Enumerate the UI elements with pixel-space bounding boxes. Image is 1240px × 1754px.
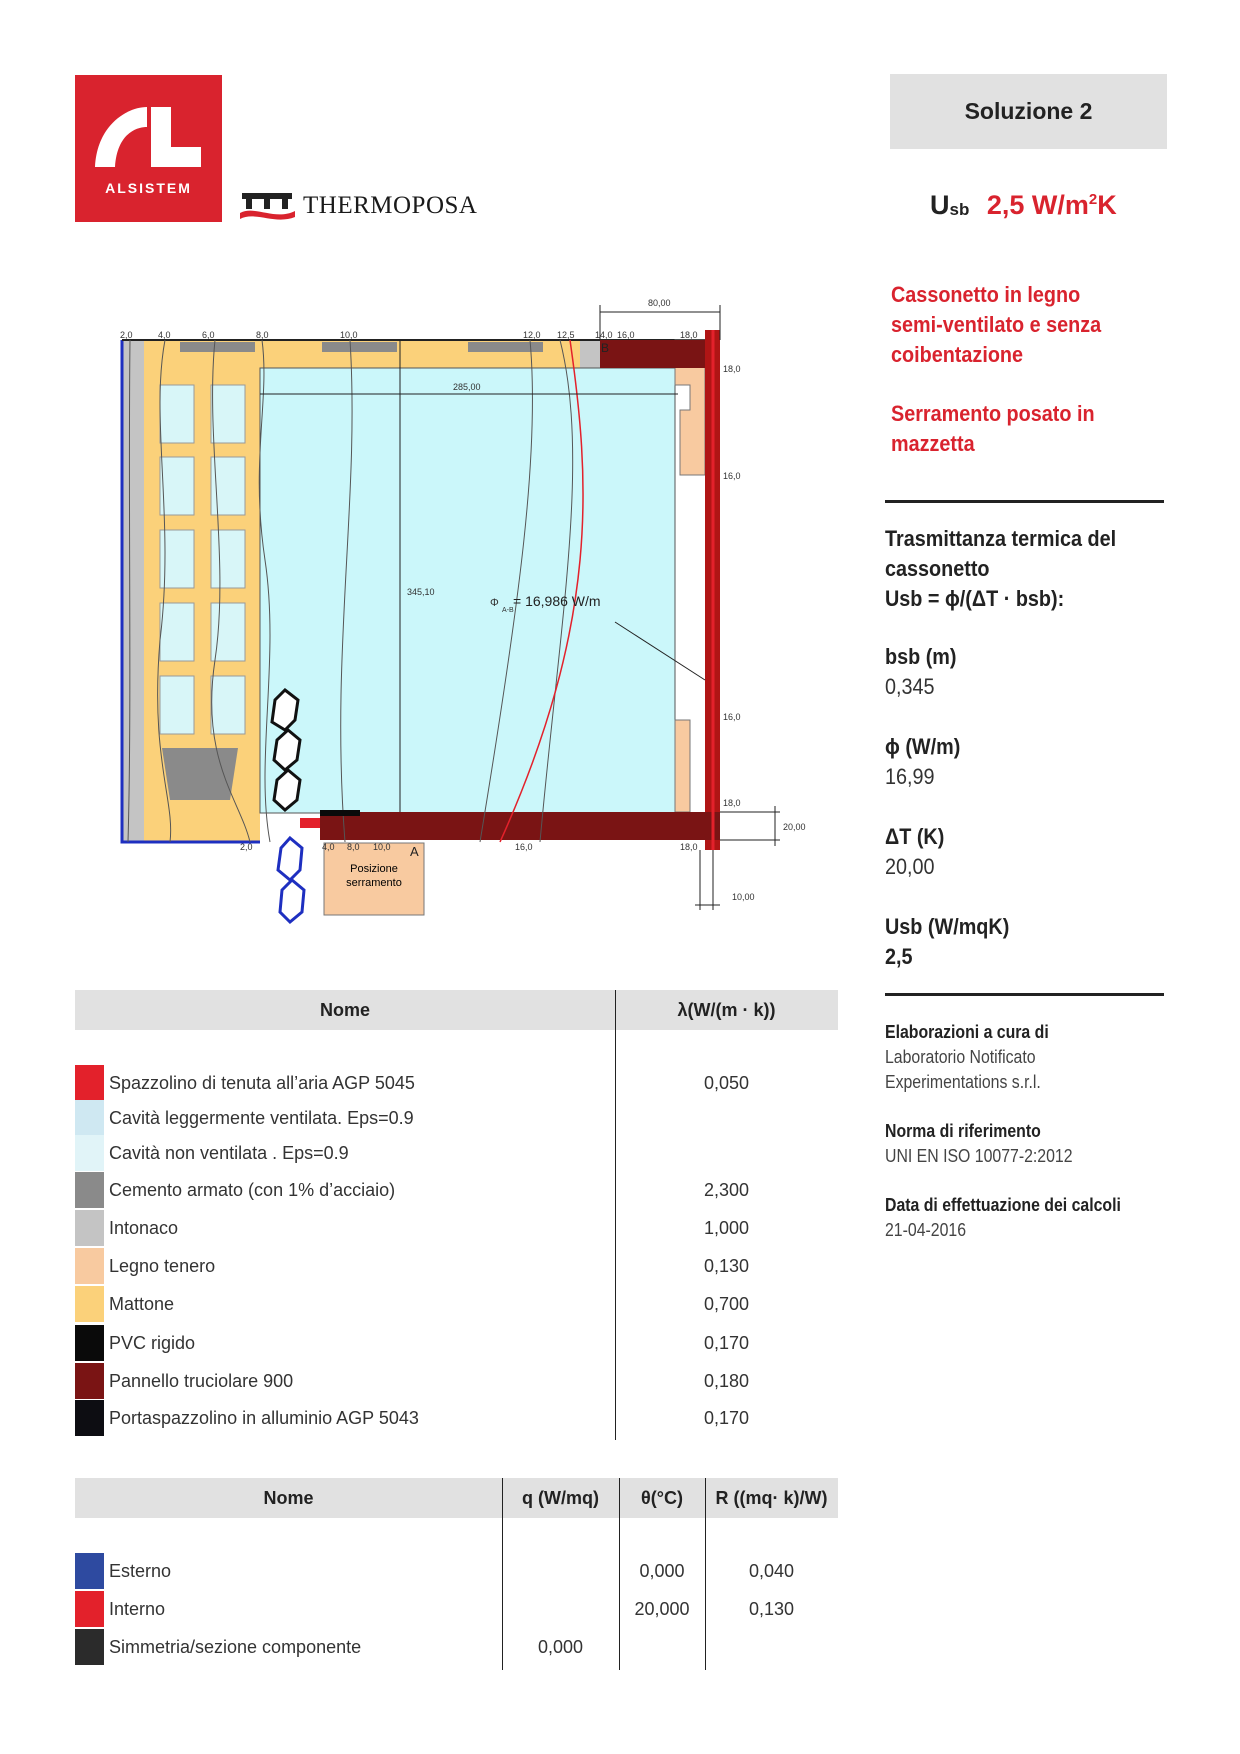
usb-result-label: Usb (W/mqK) — [885, 914, 1010, 939]
material-name: Cemento armato (con 1% d’acciaio) — [109, 1180, 396, 1200]
point-a-label: A — [410, 844, 419, 859]
svg-text:Φ: Φ — [490, 597, 499, 609]
window-frame-exterior — [278, 838, 304, 922]
material-name: Pannello truciolare 900 — [109, 1371, 294, 1391]
boundary-table-header — [75, 1478, 838, 1518]
material-color-swatch — [75, 1172, 104, 1208]
material-lambda: 1,000 — [703, 1218, 750, 1238]
usb-value-unit: K — [1097, 190, 1117, 220]
plaster-layer — [122, 340, 144, 842]
thermal-section-drawing — [0, 0, 880, 960]
svg-text:18,0: 18,0 — [723, 364, 741, 374]
material-name: Mattone — [109, 1294, 175, 1314]
boundary-color-swatch — [75, 1629, 104, 1665]
col-name-header: Nome — [263, 1488, 314, 1508]
usb-summary — [930, 190, 1117, 221]
thermoposa-wordmark: THERMOPOSA — [303, 192, 478, 219]
bottom-dimension-labels — [240, 842, 698, 852]
usb-result-value: 2,5 — [885, 944, 913, 969]
material-row — [75, 1100, 838, 1136]
svg-text:2,0: 2,0 — [120, 330, 133, 340]
svg-text:10,0: 10,0 — [373, 842, 391, 852]
date-label: Data di effettuazione dei calcoli — [885, 1195, 1121, 1215]
usb-label: U — [930, 190, 950, 220]
material-color-swatch — [75, 1135, 104, 1171]
svg-text:4,0: 4,0 — [158, 330, 171, 340]
wood-block-bottom — [675, 720, 690, 812]
elab-value: Laboratorio Notificato — [885, 1047, 1036, 1067]
point-b-label: B — [601, 341, 610, 355]
material-name: PVC rigido — [109, 1333, 196, 1353]
description-line: mazzetta — [891, 431, 975, 456]
svg-text:8,0: 8,0 — [347, 842, 360, 852]
svg-text:18,0: 18,0 — [680, 842, 698, 852]
description-block-2 — [891, 399, 1095, 459]
svg-text:16,0: 16,0 — [723, 471, 741, 481]
material-row — [75, 1135, 838, 1171]
svg-text:12,5: 12,5 — [557, 330, 575, 340]
col-lambda-header: λ(W/(m · k)) — [677, 1000, 776, 1020]
material-name: Spazzolino di tenuta all’aria AGP 5045 — [109, 1073, 415, 1093]
results-block — [885, 524, 1142, 972]
dim-80: 80,00 — [648, 298, 671, 308]
description-line: coibentazione — [891, 342, 1024, 367]
material-lambda: 0,170 — [703, 1408, 750, 1428]
usb-value: 2,5 W/m — [986, 190, 1089, 220]
material-color-swatch — [75, 1065, 104, 1101]
boundary-theta: 0,000 — [639, 1561, 685, 1581]
material-row — [75, 1210, 838, 1246]
svg-text:18,0: 18,0 — [680, 330, 698, 340]
top-plaster — [580, 340, 600, 368]
divider — [885, 500, 1164, 503]
material-lambda: 0,170 — [703, 1333, 750, 1353]
results-title: cassonetto — [885, 556, 990, 581]
boundary-row — [75, 1591, 838, 1627]
norma-label: Norma di riferimento — [885, 1121, 1041, 1141]
particle-board-bottom — [320, 812, 720, 840]
material-lambda: 2,300 — [703, 1180, 750, 1200]
material-name: Portaspazzolino in alluminio AGP 5043 — [109, 1408, 419, 1428]
svg-text:14,0: 14,0 — [595, 330, 613, 340]
delta-t-value: 20,00 — [885, 854, 935, 879]
boundary-row — [75, 1553, 838, 1589]
material-row — [75, 1172, 838, 1208]
svg-text:12,0: 12,0 — [523, 330, 541, 340]
boundary-color-swatch — [75, 1591, 104, 1627]
dim-285: 285,00 — [453, 382, 481, 392]
svg-text:= 16,986 W/m: = 16,986 W/m — [513, 593, 601, 609]
boundary-q: 0,000 — [537, 1637, 584, 1657]
norma-value: UNI EN ISO 10077-2:2012 — [885, 1146, 1073, 1166]
svg-text:10,0: 10,0 — [340, 330, 358, 340]
dim-10: 10,00 — [732, 892, 755, 902]
svg-text:16,0: 16,0 — [723, 712, 741, 722]
ventilated-cavity — [260, 368, 675, 813]
material-row — [75, 1248, 838, 1284]
usb-value-sup: 2 — [1088, 191, 1098, 208]
material-row — [75, 1065, 838, 1101]
bsb-label: bsb (m) — [885, 644, 957, 669]
credits-block — [885, 1020, 1153, 1243]
top-concrete-bars — [180, 342, 543, 352]
alsistem-wordmark: ALSISTEM — [105, 180, 192, 196]
phi-label: ϕ (W/m) — [885, 734, 961, 759]
delta-t-label: ΔT (K) — [885, 824, 945, 849]
results-title: Trasmittanza termica del — [885, 526, 1117, 551]
svg-text:6,0: 6,0 — [202, 330, 215, 340]
boundary-name: Esterno — [109, 1561, 172, 1581]
concrete-lintel — [162, 748, 238, 800]
right-dimension-labels — [723, 364, 741, 808]
particle-board-top — [600, 340, 705, 368]
aluminium-holder — [320, 810, 360, 816]
phi-value: 16,99 — [885, 764, 935, 789]
elab-value: Experimentations s.r.l. — [885, 1072, 1041, 1092]
svg-text:16,0: 16,0 — [515, 842, 533, 852]
description-line: semi-ventilato e senza — [891, 312, 1102, 337]
solution-title: Soluzione 2 — [890, 74, 1167, 149]
posizione-label: Posizione — [350, 863, 398, 875]
description-block — [891, 280, 1101, 370]
material-lambda: 0,130 — [703, 1256, 750, 1276]
boundary-name: Simmetria/sezione componente — [109, 1637, 362, 1657]
posizione-label: serramento — [346, 877, 402, 889]
material-row — [75, 1325, 838, 1361]
material-color-swatch — [75, 1286, 104, 1322]
svg-text:16,0: 16,0 — [617, 330, 635, 340]
description-line: Serramento posato in — [891, 401, 1095, 426]
material-lambda: 0,700 — [703, 1294, 750, 1314]
material-lambda: 0,050 — [703, 1073, 750, 1093]
bsb-value: 0,345 — [885, 674, 935, 699]
material-lambda: 0,180 — [703, 1371, 750, 1391]
window-frame — [272, 690, 300, 810]
col-theta-header: θ(°C) — [641, 1488, 683, 1508]
material-color-swatch — [75, 1325, 104, 1361]
air-seal-brush — [300, 818, 320, 828]
boundary-r: 0,040 — [748, 1561, 795, 1581]
col-q-header: q (W/mq) — [522, 1488, 599, 1508]
material-color-swatch — [75, 1100, 104, 1136]
elab-label: Elaborazioni a cura di — [885, 1022, 1049, 1042]
material-row — [75, 1286, 838, 1322]
svg-text:A-B: A-B — [502, 607, 514, 614]
material-row — [75, 1400, 838, 1436]
material-name: Intonaco — [109, 1218, 179, 1238]
description-line: Cassonetto in legno — [891, 282, 1081, 307]
material-color-swatch — [75, 1400, 104, 1436]
svg-text:8,0: 8,0 — [256, 330, 269, 340]
material-color-swatch — [75, 1248, 104, 1284]
material-color-swatch — [75, 1363, 104, 1399]
svg-text:18,0: 18,0 — [723, 798, 741, 808]
material-name: Cavità non ventilata . Eps=0.9 — [109, 1143, 349, 1163]
material-row — [75, 1363, 838, 1399]
svg-text:4,0: 4,0 — [322, 842, 335, 852]
svg-text:2,0: 2,0 — [240, 842, 253, 852]
boundary-color-swatch — [75, 1553, 104, 1589]
results-formula: Usb = ϕ/(ΔT · bsb): — [885, 586, 1065, 611]
col-name-header: Nome — [319, 1000, 370, 1020]
col-r-header: R ((mq· k)/W) — [715, 1488, 828, 1508]
boundary-theta: 20,000 — [634, 1599, 690, 1619]
boundary-r: 0,130 — [748, 1599, 795, 1619]
material-name: Cavità leggermente ventilata. Eps=0.9 — [109, 1108, 414, 1128]
top-dimension-labels — [120, 330, 698, 340]
material-color-swatch — [75, 1210, 104, 1246]
materials-table-header — [75, 990, 838, 1030]
usb-sub: sb — [949, 200, 970, 219]
boundary-name: Interno — [109, 1599, 166, 1619]
divider — [885, 993, 1164, 996]
dim-20: 20,00 — [783, 822, 806, 832]
material-name: Legno tenero — [109, 1256, 216, 1276]
boundary-row — [75, 1629, 838, 1665]
dim-345: 345,10 — [407, 587, 435, 597]
date-value: 21-04-2016 — [885, 1220, 967, 1240]
